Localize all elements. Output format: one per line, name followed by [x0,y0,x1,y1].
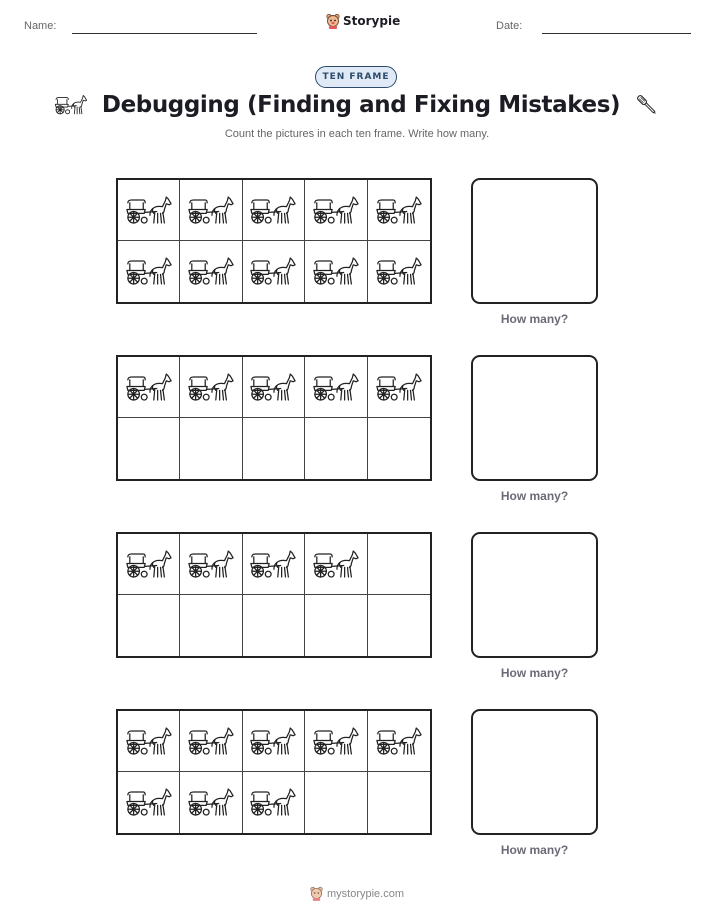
horse-carriage-icon [54,94,88,116]
horse-carriage-icon [375,372,423,403]
ten-frame-cell [368,711,430,772]
answer-box-1[interactable] [471,178,598,304]
ten-frame-cell [180,241,242,302]
ten-frame-cell [180,534,242,595]
name-line[interactable] [72,33,257,34]
ten-frame-cell [305,772,367,833]
ten-frame-1 [116,178,432,304]
ten-frame-cell [368,180,430,241]
ten-frame-cell [118,711,180,772]
ten-frame-cell [305,241,367,302]
page-title: Debugging (Finding and Fixing Mistakes) [101,92,621,118]
how-many-label-1: How many? [500,312,569,326]
horse-carriage-icon [125,787,173,818]
footer [0,886,714,901]
ten-frame-cell [118,534,180,595]
horse-carriage-icon [125,256,173,287]
horse-carriage-icon [312,726,360,757]
ten-frame-cell [243,418,305,479]
ten-frame-cell [180,772,242,833]
horse-carriage-icon [187,195,235,226]
ten-frame-cell [243,241,305,302]
ten-frame-2 [116,355,432,481]
horse-carriage-icon [375,256,423,287]
horse-carriage-icon [187,726,235,757]
ten-frame-cell [180,357,242,418]
horse-carriage-icon [312,195,360,226]
ten-frame-cell [243,772,305,833]
ten-frame-cell [180,180,242,241]
name-label: Name: [24,20,57,32]
horse-carriage-icon [125,195,173,226]
ten-frame-cell [368,772,430,833]
ten-frame-cell [368,534,430,595]
ten-frame-cell [305,418,367,479]
how-many-label-4: How many? [500,843,569,857]
horse-carriage-icon [249,787,297,818]
ten-frame-cell [305,534,367,595]
storypie-mascot-icon [310,886,323,901]
ten-frame-cell [118,241,180,302]
ten-frame-cell [305,595,367,656]
horse-carriage-icon [125,549,173,580]
horse-carriage-icon [249,195,297,226]
ten-frame-cell [180,711,242,772]
horse-carriage-icon [125,372,173,403]
brand-logo [326,13,400,29]
answer-box-2[interactable] [471,355,598,481]
ten-frame-cell [368,595,430,656]
ten-frame-tag: TEN FRAME [315,66,397,88]
how-many-label-2: How many? [500,489,569,503]
screwdriver-icon [634,92,660,118]
answer-box-3[interactable] [471,532,598,658]
horse-carriage-icon [249,726,297,757]
ten-frame-cell [180,595,242,656]
brand-name: Storypie [343,14,401,28]
ten-frame-cell [305,357,367,418]
ten-frame-cell [243,595,305,656]
horse-carriage-icon [375,195,423,226]
ten-frame-4 [116,709,432,835]
horse-carriage-icon [312,256,360,287]
ten-frame-cell [305,711,367,772]
horse-carriage-icon [375,726,423,757]
ten-frame-cell [368,418,430,479]
horse-carriage-icon [312,549,360,580]
ten-frame-cell [118,595,180,656]
date-line[interactable] [542,33,691,34]
ten-frame-cell [118,180,180,241]
ten-frame-cell [243,534,305,595]
ten-frame-cell [243,711,305,772]
horse-carriage-icon [249,549,297,580]
horse-carriage-icon [187,256,235,287]
horse-carriage-icon [249,256,297,287]
horse-carriage-icon [125,726,173,757]
ten-frame-cell [180,418,242,479]
how-many-label-3: How many? [500,666,569,680]
ten-frame-cell [368,241,430,302]
ten-frame-cell [243,180,305,241]
instructions: Count the pictures in each ten frame. Write how many. [224,128,490,140]
ten-frame-cell [118,418,180,479]
title-row [0,92,714,118]
answer-box-4[interactable] [471,709,598,835]
ten-frame-cell [368,357,430,418]
horse-carriage-icon [187,549,235,580]
horse-carriage-icon [312,372,360,403]
ten-frame-cell [305,180,367,241]
storypie-mascot-icon [326,13,340,29]
ten-frame-3 [116,532,432,658]
horse-carriage-icon [249,372,297,403]
ten-frame-cell [118,772,180,833]
footer-url[interactable]: mystorypie.com [326,887,405,900]
horse-carriage-icon [187,787,235,818]
ten-frame-cell [243,357,305,418]
horse-carriage-icon [187,372,235,403]
date-label: Date: [496,20,523,32]
ten-frame-cell [118,357,180,418]
